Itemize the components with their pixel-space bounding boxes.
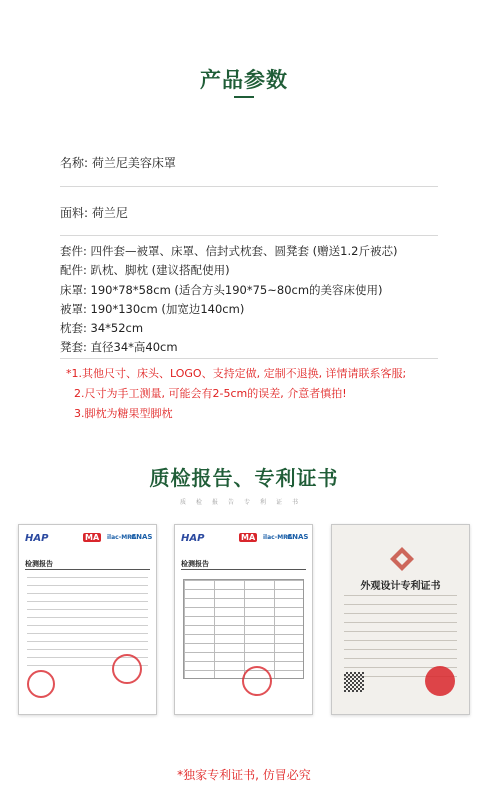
param-detail-pillow: 枕套: 34*52cm: [60, 321, 144, 335]
param-name: 名称: 荷兰尼美容床罩: [60, 156, 176, 170]
stamp-icon: [27, 670, 55, 698]
param-detail-accessory: 配件: 趴枕、脚枕 (建议搭配使用): [60, 263, 230, 277]
test-report-1[interactable]: [18, 524, 157, 715]
stamp-icon: [242, 666, 272, 696]
param-detail-bedcover: 床罩: 190*78*58cm (适合方头190*75~80cm的美容床使用): [60, 283, 383, 297]
cert-heading: 检测报告: [181, 560, 209, 568]
patent-emblem-icon: [388, 545, 416, 573]
cert-logos: [181, 533, 309, 555]
footer-note: *独家专利证书, 仿冒必究: [177, 768, 311, 782]
section-title-params: 产品参数: [200, 68, 288, 92]
section-title-certs: 质检报告、专利证书: [149, 466, 339, 490]
patent-title: 外观设计专利证书: [360, 581, 441, 592]
cnas-logo-icon: CNAS: [287, 533, 309, 541]
note-custom: *1.其他尺寸、床头、LOGO、支持定做, 定制不退换, 详情请联系客服;: [66, 367, 407, 380]
hap-logo-icon: HAP: [181, 533, 205, 544]
cert-logos: [25, 533, 153, 555]
note-measure: 2.尺寸为手工测量, 可能会有2-5cm的误差, 介意者慎拍!: [74, 387, 347, 400]
ma-logo-icon: MA: [241, 533, 256, 542]
cert-rule: [25, 569, 150, 570]
ilac-logo-icon: ilac-MRA: [107, 534, 137, 541]
note-footpillow: 3.脚枕为糖果型脚枕: [74, 407, 173, 420]
patent-certificate[interactable]: [331, 524, 470, 715]
report-table: [183, 579, 304, 679]
cert-rule: [181, 569, 306, 570]
param-divider-3: [60, 358, 438, 359]
param-fabric: 面料: 荷兰尼: [60, 206, 128, 220]
official-seal-icon: [425, 666, 455, 696]
param-divider-1: [60, 186, 438, 187]
param-detail-suite: 套件: 四件套—被罩、床罩、信封式枕套、圆凳套 (赠送1.2斤被芯): [60, 244, 398, 258]
cnas-logo-icon: CNAS: [131, 533, 153, 541]
ma-logo-icon: MA: [85, 533, 100, 542]
param-divider-2: [60, 235, 438, 236]
stamp-icon: [112, 654, 142, 684]
test-report-2[interactable]: [174, 524, 313, 715]
cert-heading: 检测报告: [25, 560, 53, 568]
hap-logo-icon: HAP: [25, 533, 49, 544]
param-detail-stool: 凳套: 直径34*高40cm: [60, 340, 178, 354]
ilac-logo-icon: ilac-MRA: [263, 534, 293, 541]
qr-code-icon: [344, 672, 364, 692]
title-underline: [234, 96, 254, 98]
section-subtitle-certs: 质检报告专利证书: [179, 499, 308, 506]
param-detail-quilt: 被罩: 190*130cm (加宽边140cm): [60, 302, 245, 316]
